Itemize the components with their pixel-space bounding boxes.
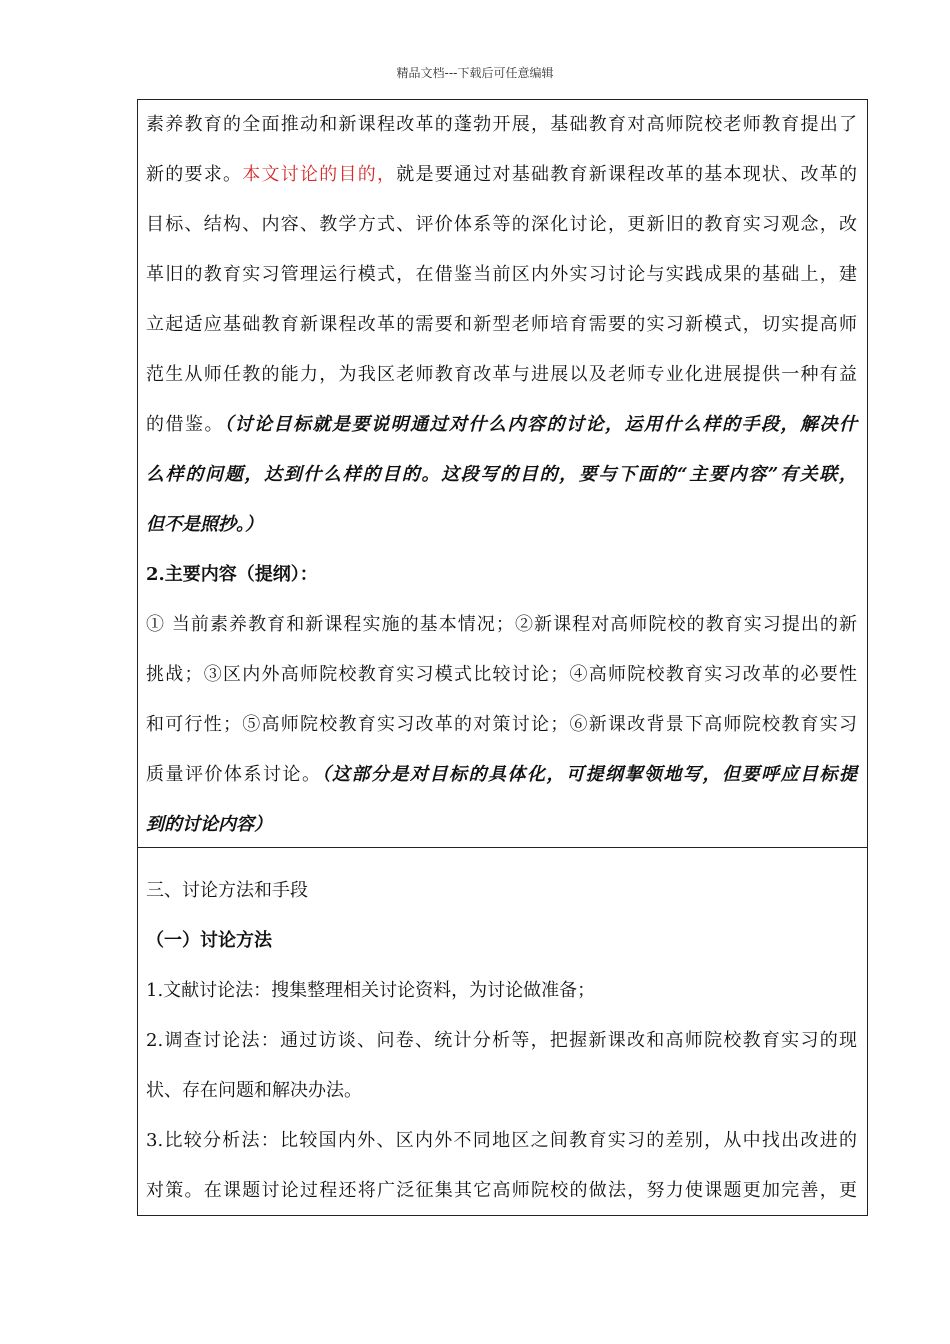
- text-line: ① 当前素养教育和新课程实施的基本情况；②新课程对高师院校的教育实习提出的新: [146, 614, 857, 635]
- text-line: 对策。在课题讨论过程还将广泛征集其它高师院校的做法，努力使课题更加完善，更: [146, 1180, 857, 1201]
- text-line: 素养教育的全面推动和新课程改革的蓬勃开展，基础教育对高师院校老师教育提出了: [146, 114, 857, 135]
- text-line-with-note: [146, 760, 857, 790]
- text-segment: 质量评价体系讨论。: [146, 764, 322, 785]
- text-line: 革旧的教育实习管理运行模式，在借鉴当前区内外实习讨论与实践成果的基础上，建: [146, 264, 857, 285]
- guidance-note: （讨论目标就是要说明通过对什么内容的讨论，运用什么样的手段，解决什: [224, 414, 857, 435]
- text-line: 3.比较分析法：比较国内外、区内外不同地区之间教育实习的差别，从中找出改进的: [146, 1130, 857, 1151]
- text-line: 状、存在问题和解决办法。: [146, 1080, 362, 1101]
- guidance-note: （这部分是对目标的具体化，可提纲挈领地写，但要呼应目标提: [321, 764, 857, 785]
- content-table: [137, 99, 868, 1216]
- text-segment: 的借鉴。: [146, 414, 224, 435]
- section-title: 三、讨论方法和手段: [146, 880, 308, 901]
- text-segment: 新的要求。: [146, 164, 243, 185]
- text-line: 立起适应基础教育新课程改革的需要和新型老师培育需要的实习新模式，切实提高师: [146, 314, 857, 335]
- method-cell: [138, 848, 867, 1215]
- page-header: 精品文档---下载后可任意编辑: [396, 66, 554, 80]
- content-heading: 2.主要内容（提纲）：: [146, 564, 318, 585]
- text-line: 2.调查讨论法：通过访谈、问卷、统计分析等，把握新课改和高师院校教育实习的现: [146, 1030, 857, 1051]
- text-segment: 就是要通过对基础教育新课程改革的基本现状、改革的: [396, 164, 857, 185]
- guidance-note-line: 但不是照抄。）: [146, 514, 263, 535]
- goal-and-content-cell: [138, 100, 867, 848]
- text-line: 和可行性；⑤高师院校教育实习改革的对策讨论；⑥新课改背景下高师院校教育实习: [146, 714, 857, 735]
- text-line-with-note: [146, 410, 857, 440]
- text-line: 范生从师任教的能力，为我区老师教育改革与进展以及老师专业化进展提供一种有益: [146, 364, 857, 385]
- red-highlight: 本文讨论的目的，: [242, 164, 397, 185]
- text-line: 1.文献讨论法：搜集整理相关讨论资料，为讨论做准备；: [146, 980, 596, 1001]
- guidance-note-line: 到的讨论内容）: [146, 814, 272, 835]
- text-line: 目标、结构、内容、教学方式、评价体系等的深化讨论，更新旧的教育实习观念，改: [146, 214, 857, 235]
- text-line: 挑战；③区内外高师院校教育实习模式比较讨论；④高师院校教育实习改革的必要性: [146, 664, 857, 685]
- guidance-note-line: 么样的问题，达到什么样的目的。这段写的目的，要与下面的“主要内容”有关联，: [146, 464, 857, 485]
- subsection-title: （一）讨论方法: [146, 930, 272, 951]
- text-line-with-highlight: [146, 160, 857, 190]
